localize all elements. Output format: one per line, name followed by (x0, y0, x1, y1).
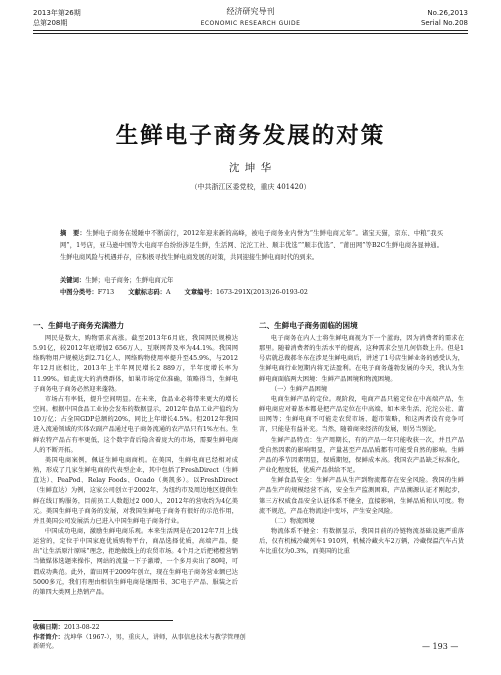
article-id-value: 1673-291X(2013)26-0193-02 (216, 289, 308, 296)
classification-block (60, 288, 320, 297)
clc-label: 中图分类号： (60, 289, 98, 296)
total-issue-label: 总第208期 (33, 19, 68, 27)
article-id-label: 文章编号： (184, 289, 217, 296)
author-bio-label: 作者简介： (33, 633, 64, 641)
clc-value: F713 (97, 289, 115, 296)
received-date: 2013-08-22 (63, 624, 100, 631)
issue-no-label: No.26,2013 (427, 9, 468, 17)
header-rule (33, 30, 468, 31)
footnote-block (33, 623, 248, 652)
received-label: 收稿日期： (33, 624, 64, 631)
section-heading-1: 一、生鲜电子商务充满潜力 (33, 321, 125, 330)
paragraph: 生鲜食品安全：生鲜产品从生产到物流都存在安全风险。我国的生鲜产品生产的规模经营不高，安全生产监测困难，产品溯源认证才刚起步，第三方权威食品安全认证体系不健全，直接影响，生鲜品质和认可度。物流不规范，产品在物流途中变坏，产生安全风险。 (259, 477, 464, 515)
issue-label: 2013年第26期 (33, 9, 81, 17)
abstract-block (60, 228, 443, 265)
serial-no-label: Serial No.208 (420, 19, 468, 27)
article-affiliation: （中共浙江区委党校，重庆 401420） (190, 183, 311, 191)
header-rule-thin (33, 33, 468, 34)
paragraph: 美国电商案例，佩证生鲜电商商机。在美国，生鲜电商已经相对成熟，形成了几家生鲜电商的代表型企业，其中包括了FreshDirect（生鲜直达）、PeaPod、Relay Foods、Ocado（奥凯多）。以FreshDirect（生鲜直达）为例，这家公司创立于2002年，为纽约市及周边地区提供生鲜在线订购服务，目前员工人数超过2 000人，2012年的营收约为4亿美元。美国生鲜电子商务的发展，对我国生鲜电子商务有很好的示范作用，并且美国公司发展活力已进入中国生鲜电子商务行业。 (33, 456, 238, 525)
keywords-text: 生鲜；电子商务；生鲜电商元年 (85, 277, 174, 284)
paragraph: 物流体系不健全：有数据显示，我国目前的冷链物流基础设施严重落后，仅有机械冷藏列车1 910列，机械冷藏火车2万辆，冷藏保温汽车占货车比重仅为0.3%，而美国的比重 (259, 527, 464, 556)
paragraph: 网民是数大，购物需求高涨。截至2013年6月底，我国网民规模达5.91亿，较2012年底增加2 656万人，互联网普及率为44.1%。我国网络购物用户规模达到2.71亿人，网络购物使用率提升至45.9%，与2012年12月底相比，2013年上半年网民增长2 889万，半年度增长率为11.99%。如此庞大的消费群体，如果市场定位准确，策略得当，生鲜电子商务电子商务必然迎来蓬勃。 (33, 335, 238, 393)
footnote-rule (33, 620, 173, 621)
abstract-label: 摘 要： (60, 230, 86, 237)
paragraph: 电商生鲜产品的定位。观阶段，电商产品只能定位在中高端产品，生鲜电商应对着基本都是把产品定位在中高端，如本来生活、沱沱公社、莆田网等；生鲜电商不可能走农贸市场、超市策略，和这两者没有竞争可言，只能是有益补充。当然，随着商来经济的发展，则另当别论。 (259, 395, 464, 434)
page-number: — 193 — (422, 642, 459, 651)
doc-code-value: A (165, 289, 171, 296)
article-author: 沈 坤 华 (228, 162, 273, 174)
journal-title-cn: 经济研究导刊 (226, 7, 275, 16)
keywords-block (60, 276, 173, 285)
article-title: 生鲜电子商务发展的对策 (115, 123, 386, 149)
paragraph: 电子商务在内人士将生鲜电商视为下一个蓝海，因为消费者的需求在那里。随着消费者的生活水平的提高，这种需求会呈几何倍数上升。但是1号店就总裁郝冬东在涉足生鲜电商后，讲述了1号店生鲜业务的感受认为，生鲜电商行业短期内将无法盈利。在电子商务蓬勃发展的今天，我认为生鲜电商面临两大困境：生鲜产品困境和物流困境。 (259, 335, 464, 383)
subheading: （一）生鲜产品困境 (270, 385, 328, 393)
doc-code-label: 文献标志码： (128, 289, 166, 296)
paragraph: 生鲜产品特点：生产周期长，有的产品一年只能收获一次，并且产品受自然因素的影响明显，产量甚至产品品质都有可能受自然的影响。生鲜产品的季节因素明显，保质期短，保鲜成本高。我国农产品缺乏标准化，产业化程度低，优质产品供给不足。 (259, 436, 464, 475)
subheading: （二）物流困境 (270, 517, 315, 525)
left-column (33, 316, 238, 618)
section-heading-2: 二、生鲜电子商务面临的困境 (259, 321, 358, 330)
keywords-label: 关键词： (60, 277, 86, 284)
paragraph: 中国成功电商，激励生鲜电商乐观。本来生活网是在2012年7月上线运营的，定位于中国家庭优质购物平台，商品选择优质，高端产品，提出“让生活原汁原味”理念，拒绝做线上的农贸市场。4个月之后把褚橙营销当做媒体选题来操作，网站的流量一下子激增，一个多月卖出了80吨，可谓成功典范。此外，莆田网于2009年创立，现在生鲜电子商务营业额已达5000多元，我们有理由相信生鲜电商是继图书、3C电子产品、服装之后的第四大类网上热销产品。 (33, 527, 238, 596)
paragraph: 市场占有率低，提升空间明显。在未来，食品业必将带来更大的增长空间。根据中国食品工业协会发布的数据显示，2012年食品工业产值约为10万亿；占全国GDP总额的20%，同比上年增长4.5%。但2012年我国进入流通领域的实体农副产品通过电子商务流通的农产品只有1%左右。生鲜农特产品占有率更低，这个数字背后隐含着庞大的市场，需要生鲜电商人的不断开拓。 (33, 395, 238, 454)
author-bio: 沈坤华（1967-），男，重庆人，讲师，从事信息技术与教学管理创新研究。 (33, 633, 246, 650)
journal-title-en: ECONOMIC RESEARCH GUIDE (200, 20, 301, 27)
right-column (259, 316, 464, 656)
abstract-text: 生鲜电子商务在缓睡中不断前行，2012年迎来新的高峰，被电子商务业内誉为“生鲜电商元年”。诸宝天猫，京东、中粮“我买网”，1号店，亚马逊中国等大电商平台纷纷涉足生鲜，生活网、沱沱工社、顺丰优选”“顺丰优选”、“莆田网”等B2C生鲜电商各显神通。生鲜电商风险与机遇并存，应积极寻找生鲜电商发展的对策，共同迎接生鲜电商时代的到来。 (60, 230, 444, 262)
